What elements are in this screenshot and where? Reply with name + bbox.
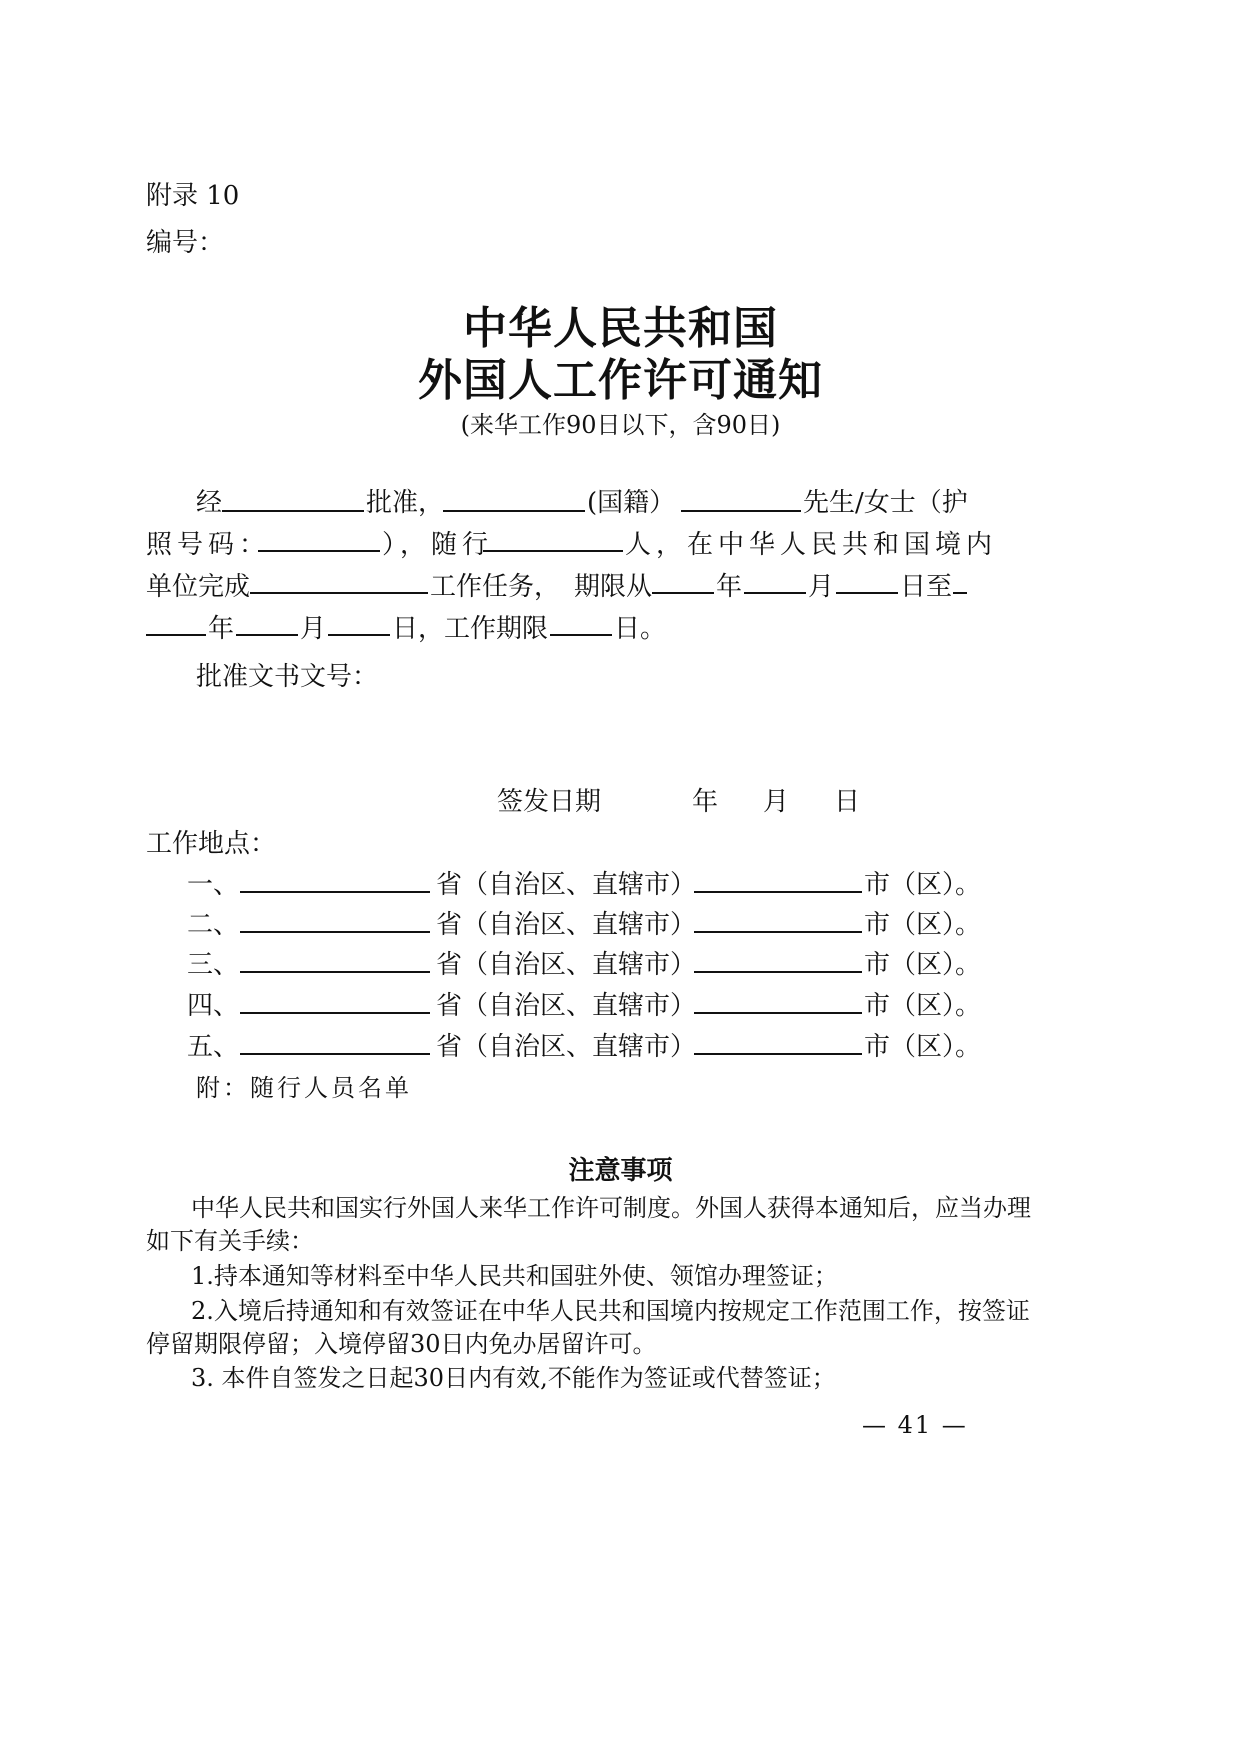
start-year-blank [652, 592, 714, 594]
document-title-line1: 中华人民共和国 [463, 303, 778, 354]
issue-date-year: 年 [692, 787, 719, 817]
p3-text-6: 日至 [900, 572, 953, 602]
p2-text-2: ），随行 [382, 530, 494, 560]
p3-text-1: 单位完成 [146, 572, 251, 602]
serial-number-label: 编号： [146, 228, 225, 258]
nationality-blank [681, 510, 801, 512]
appendix-label: 附录 10 [146, 181, 240, 211]
p1-text-4: 先生/女士（护 [803, 488, 968, 518]
city-suffix: 市（区）。 [864, 991, 982, 1021]
location-row-number: 二、 [187, 910, 240, 940]
province-blank [240, 891, 430, 893]
p2-text-1: 照号码： [146, 530, 271, 560]
city-blank [694, 1053, 862, 1055]
city-blank [694, 931, 862, 933]
province-suffix: 省（自治区、直辖市） [436, 870, 697, 900]
p3-text-5: 月 [808, 572, 835, 602]
work-days-blank [550, 634, 612, 636]
notes-item-3: 3. 本件自签发之日起30日内有效,不能作为签证或代替签证； [191, 1364, 836, 1392]
attachment-note: 附：随行人员名单 [196, 1074, 412, 1102]
province-suffix: 省（自治区、直辖市） [436, 910, 697, 940]
province-blank [240, 931, 430, 933]
province-blank [240, 1053, 430, 1055]
province-blank [240, 971, 430, 973]
location-row-number: 四、 [187, 991, 240, 1021]
notes-item-2-line2: 停留期限停留；入境停留30日内免办居留许可。 [146, 1330, 657, 1358]
location-row-number: 五、 [187, 1032, 240, 1062]
document-title-line2: 外国人工作许可通知 [418, 355, 823, 406]
city-suffix: 市（区）。 [864, 910, 982, 940]
end-day-blank [328, 634, 390, 636]
location-row-number: 一、 [187, 870, 240, 900]
city-blank [694, 971, 862, 973]
p3-text-2: 工作任务， [430, 572, 561, 602]
notes-item-1: 1.持本通知等材料至中华人民共和国驻外使、领馆办理签证； [191, 1262, 838, 1290]
accompanying-count-blank [483, 550, 623, 552]
issue-date-month: 月 [763, 787, 790, 817]
approver-blank [222, 510, 364, 512]
name-blank [443, 510, 585, 512]
page-number: — 41 — [862, 1411, 968, 1439]
employer-blank [250, 592, 428, 594]
city-blank [694, 891, 862, 893]
passport-number-blank [258, 550, 380, 552]
end-month-blank [236, 634, 298, 636]
p1-text-1: 经 [196, 488, 223, 518]
approval-document-number-label: 批准文书文号： [196, 662, 379, 692]
notes-intro-line1: 中华人民共和国实行外国人来华工作许可制度。外国人获得本通知后，应当办理 [191, 1194, 1031, 1222]
city-suffix: 市（区）。 [864, 950, 982, 980]
p4-text-1: 年 [208, 614, 235, 644]
p1-text-3: (国籍） [587, 488, 676, 518]
start-month-blank [744, 592, 806, 594]
province-suffix: 省（自治区、直辖市） [436, 991, 697, 1021]
p3-text-3: 期限从 [574, 572, 653, 602]
location-row-number: 三、 [187, 950, 240, 980]
city-suffix: 市（区）。 [864, 870, 982, 900]
line-end-blank [953, 592, 967, 594]
p4-text-2: 月 [300, 614, 327, 644]
p4-text-4: 日。 [614, 614, 667, 644]
p2-text-3: 人，在中华人民共和国境内 [625, 530, 998, 560]
start-day-blank [836, 592, 898, 594]
document-subtitle: (来华工作90日以下，含90日) [460, 411, 781, 439]
issue-date-day: 日 [834, 787, 861, 817]
province-suffix: 省（自治区、直辖市） [436, 1032, 697, 1062]
notes-item-2-line1: 2.入境后持通知和有效签证在中华人民共和国境内按规定工作范围工作，按签证 [191, 1297, 1030, 1325]
city-blank [694, 1012, 862, 1014]
province-suffix: 省（自治区、直辖市） [436, 950, 697, 980]
p4-text-3: 日，工作期限 [392, 614, 549, 644]
city-suffix: 市（区）。 [864, 1032, 982, 1062]
p3-text-4: 年 [716, 572, 743, 602]
p1-text-2: 批准， [366, 488, 445, 518]
notes-intro-line2: 如下有关手续： [146, 1227, 314, 1255]
notes-heading: 注意事项 [568, 1156, 673, 1186]
work-location-label: 工作地点： [146, 829, 277, 859]
province-blank [240, 1012, 430, 1014]
end-year-blank [146, 634, 206, 636]
issue-date-label: 签发日期 [497, 787, 602, 817]
